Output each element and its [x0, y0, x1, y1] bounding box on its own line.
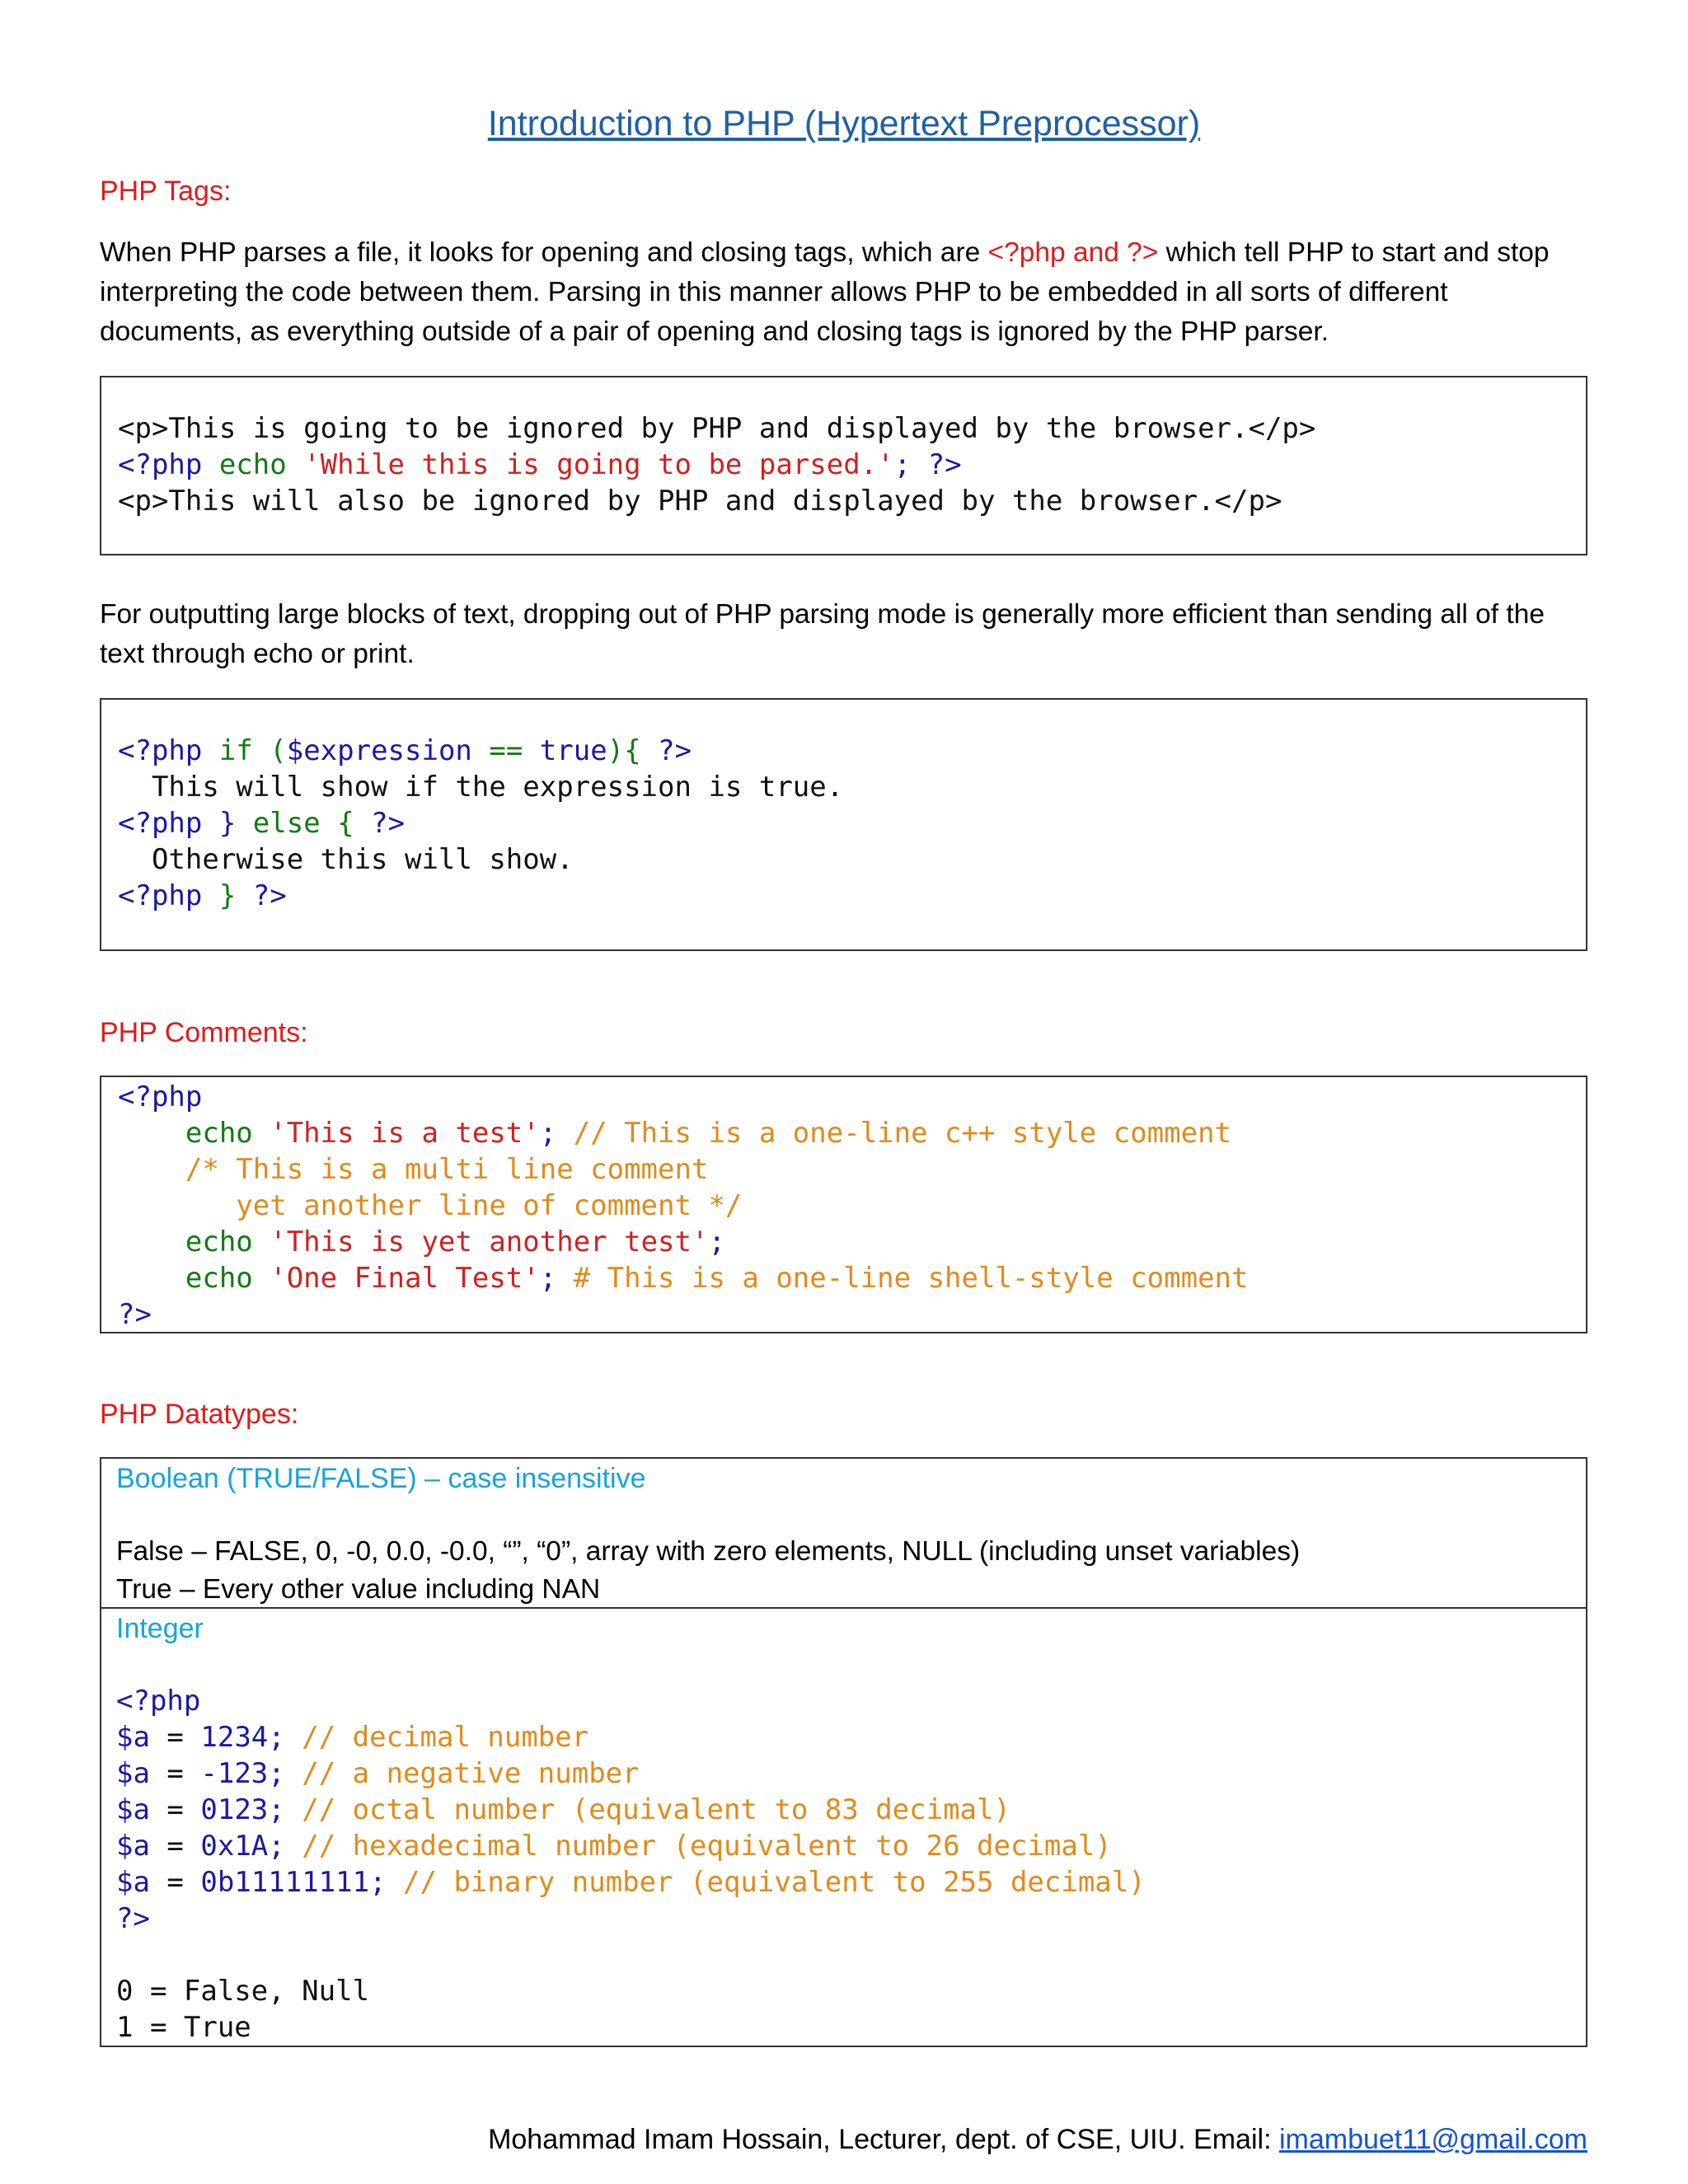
echo-keyword: echo — [118, 1226, 270, 1258]
variable: $a — [116, 1830, 150, 1863]
string-literal: 'One Final Test' — [270, 1262, 540, 1295]
tags-paragraph — [100, 233, 1592, 352]
operator: = — [149, 1721, 201, 1754]
php-open-tag: <?php — [118, 807, 203, 840]
echo-keyword: echo — [202, 448, 304, 481]
boolean-cell — [101, 1459, 1586, 1609]
code-semicolon: ; — [268, 1721, 302, 1754]
code-comment: // a negative number — [302, 1757, 640, 1790]
string-literal: 'This is yet another test' — [270, 1226, 709, 1258]
outputting-paragraph: For outputting large blocks of text, dropping out of PHP parsing mode is generally more efficient than sending all of the text through echo or print. — [100, 599, 1545, 669]
code-semicolon: ; — [539, 1117, 574, 1150]
string-literal: 'This is a test' — [270, 1117, 540, 1150]
code-line: <p>This will also be ignored by PHP and displayed by the browser.</p> — [118, 485, 1282, 518]
number-literal: -123 — [200, 1757, 269, 1790]
php-close-tag: ?> — [116, 1902, 150, 1935]
php-open-tag: <?php — [118, 734, 203, 767]
operator: = — [149, 1757, 201, 1790]
code-semicolon: ; — [268, 1793, 302, 1826]
operator: = — [149, 1830, 201, 1863]
php-close-tag: ?> — [118, 1298, 152, 1331]
space — [202, 807, 218, 840]
php-close-tag: ?> — [927, 448, 962, 481]
echo-keyword: echo — [118, 1262, 270, 1295]
variable: $a — [116, 1793, 150, 1826]
code-html-embed — [118, 410, 1569, 519]
number-literal: 0123 — [200, 1793, 269, 1826]
code-semicolon: ; — [893, 448, 928, 481]
variable: $a — [116, 1721, 150, 1754]
php-close-tag: ?> — [658, 734, 692, 767]
variable: $a — [116, 1757, 150, 1790]
code-semicolon: ; — [708, 1226, 725, 1258]
echo-keyword: echo — [118, 1117, 270, 1150]
integer-cell — [101, 1609, 1586, 2046]
footer-email-link[interactable]: imambuet11@gmail.com — [1278, 2124, 1587, 2155]
boolean-title: Boolean (TRUE/FALSE) – case insensitive — [116, 1463, 646, 1494]
code-line: This will show if the expression is true. — [118, 771, 844, 804]
operator: = — [149, 1793, 201, 1826]
number-literal: 0x1A — [200, 1830, 269, 1863]
code-comment: /* This is a multi line comment — [118, 1153, 709, 1186]
integer-zero-meaning: 0 = False, Null — [116, 1975, 370, 2008]
code-line: <p>This is going to be ignored by PHP and displayed by the browser.</p> — [118, 412, 1316, 445]
heading-php-datatypes: PHP Datatypes: — [100, 1399, 299, 1430]
else-keyword: else { — [236, 807, 372, 840]
boolean-true-values: True – Every other value including NAN — [116, 1574, 601, 1605]
brace: } — [202, 879, 253, 912]
code-semicolon: ; — [369, 1866, 404, 1899]
tags-paragraph-text-2: which tell PHP to start and stop interpreting the code between them. Parsing in this manner allows PHP to be embedded in all sorts of different documents, as everything outside of a pair of opening and closing tags is ignored by the PHP parser. — [100, 237, 1550, 347]
true-keyword: true — [539, 734, 607, 767]
page-title: Introduction to PHP (Hypertext Preprocessor) — [487, 104, 1201, 143]
footer-author: Mohammad Imam Hossain, Lecturer, dept. of CSE, UIU. Email: — [488, 2124, 1279, 2155]
code-comment: // hexadecimal number (equivalent to 26 decimal) — [302, 1830, 1112, 1863]
code-semicolon: ; — [539, 1262, 574, 1295]
code-comments — [118, 1079, 1569, 1333]
code-block-comments — [100, 1076, 1587, 1333]
code-semicolon: ; — [268, 1757, 302, 1790]
heading-php-comments: PHP Comments: — [100, 1017, 308, 1048]
code-block-conditional — [100, 698, 1587, 951]
code-comment: // binary number (equivalent to 255 decimal) — [403, 1866, 1146, 1899]
code-comment: // octal number (equivalent to 83 decimal) — [302, 1793, 1010, 1826]
php-open-tag: <?php — [118, 879, 203, 912]
brace: ){ — [607, 734, 659, 767]
string-literal: 'While this is going to be parsed.' — [303, 448, 894, 481]
code-semicolon: ; — [268, 1830, 302, 1863]
code-comment: // decimal number — [302, 1721, 589, 1754]
operator: = — [149, 1866, 201, 1899]
code-conditional — [118, 733, 1569, 914]
number-literal: 0b11111111 — [200, 1866, 370, 1899]
if-keyword: if ( — [202, 734, 287, 767]
boolean-false-values: False – FALSE, 0, -0, 0.0, -0.0, “”, “0”, array with zero elements, NULL (including unset variables) — [116, 1536, 1301, 1567]
code-line: Otherwise this will show. — [118, 843, 574, 876]
code-comment: // This is a one-line c++ style comment — [573, 1117, 1232, 1150]
code-comment: # This is a one-line shell-style comment — [573, 1262, 1249, 1295]
php-close-tag: ?> — [371, 807, 406, 840]
integer-one-meaning: 1 = True — [116, 2011, 251, 2044]
code-integer — [116, 1683, 1571, 2046]
code-block-html-embed — [100, 376, 1587, 555]
heading-php-tags: PHP Tags: — [100, 176, 232, 207]
integer-title: Integer — [116, 1613, 204, 1644]
tags-paragraph-text-1: When PHP parses a file, it looks for opening and closing tags, which are — [100, 237, 988, 268]
php-close-tag: ?> — [252, 879, 287, 912]
code-comment: yet another line of comment */ — [118, 1189, 743, 1222]
operator: == — [471, 734, 540, 767]
php-open-tag: <?php — [116, 1685, 201, 1718]
variable: $a — [116, 1866, 150, 1899]
page-footer — [488, 2121, 1587, 2158]
php-tags-highlight: <?php and ?> — [987, 237, 1159, 268]
php-open-tag: <?php — [118, 448, 203, 481]
php-open-tag: <?php — [118, 1080, 203, 1113]
number-literal: 1234 — [200, 1721, 269, 1754]
brace: } — [218, 807, 237, 840]
variable: $expression — [286, 734, 472, 767]
datatypes-table — [100, 1457, 1587, 2047]
